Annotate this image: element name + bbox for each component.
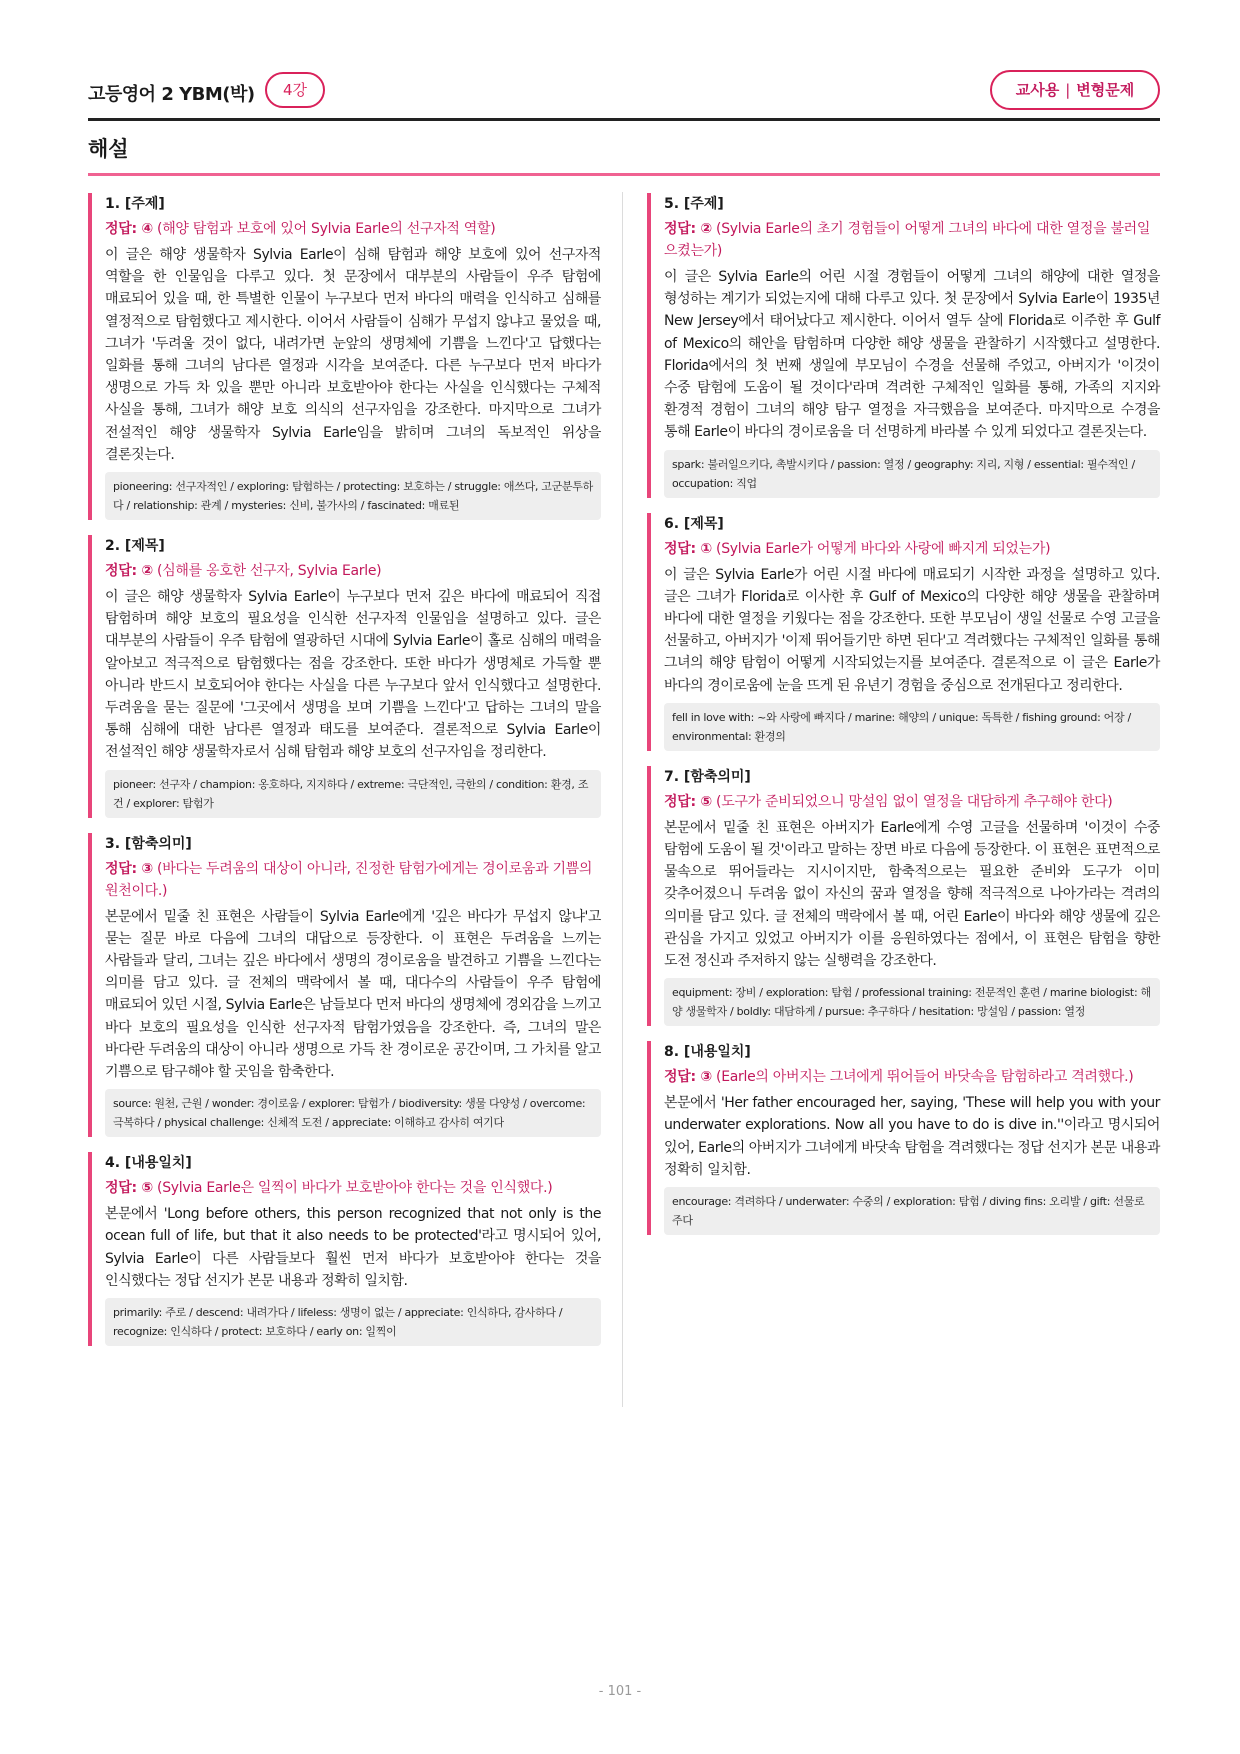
explanation-body: 이 글은 Sylvia Earle의 어린 시절 경험들이 어떻게 그녀의 해양에 대한 열정을 형성하는 계기가 되었는지에 대해 다루고 있다. 첫 문장에서 Sylvia Earle이 1935년 New Jersey에서 태어났다고 제시한다. 이어서 열두 살에 Florida로 이주한 후 Gulf of Mexico의 해안을 탐험하며 다양한 해양 생물을 관찰하기 시작했다고 설명한다. Florida에서의 첫 번째 생일에 부모님이 수경을 선물해 주었고, 아버지가 '이것이 수중 탐험에 도움이 될 것이다'라며 격려한 구체적인 일화를 통해, 가족의 지지와 환경적 경험이 그녀의 해양 탐구 열정을 자극했음을 보여준다. 마지막으로 수경을 통해 Earle이 바다의 경이로움을 더 선명하게 바라볼 수 있게 되었다고 결론짓는다.: [664, 269, 1160, 441]
answer-line: [105, 1177, 601, 1199]
question-heading: 8. [내용일치]: [664, 1044, 751, 1061]
answer-label: 정답: ⑤: [105, 1180, 153, 1197]
question-explanation: [88, 1152, 601, 1346]
vocabulary-box: primarily: 주로 / descend: 내려가다 / lifeless: 생명이 없는 / appreciate: 인식하다, 감사하다 / recognize: 인식하다 / protect: 보호하다 / early on: 일찍이: [105, 1298, 601, 1346]
right-column: [647, 193, 1160, 1250]
answer-text: (Sylvia Earle의 초기 경험들이 어떻게 그녀의 바다에 대한 열정을 불러일으켰는가): [664, 221, 1151, 259]
question-explanation: [88, 833, 601, 1138]
header-rule: [88, 118, 1160, 121]
vocabulary-box: encourage: 격려하다 / underwater: 수중의 / exploration: 탐험 / diving fins: 오리발 / gift: 선물로 주다: [664, 1187, 1160, 1235]
answer-text: (Sylvia Earle은 일찍이 바다가 보호받아야 한다는 것을 인식했다.): [157, 1180, 553, 1197]
explanation-body: 본문에서 밑줄 친 표현은 사람들이 Sylvia Earle에게 '깊은 바다가 무섭지 않냐'고 묻는 질문 바로 다음에 그녀의 대답으로 등장한다. 이 표현은 두려움을 느끼는 사람들과 달리, 그녀는 깊은 바다에서 생명의 경이로움을 발견하고 기쁨을 느낀다는 의미를 담고 있다. 글 전체의 맥락에서 볼 때, 대다수의 사람들이 우주 탐험에 매료되어 있던 시절, Sylvia Earle은 남들보다 먼저 바다의 생명체에 경외감을 느끼고 바다 보호의 필요성을 인식한 선구자적 탐험가였음을 강조한다. 즉, 그녀의 말은 바다란 두려움의 대상이 아니라 생명으로 가득 찬 경이로운 공간이며, 그 가치를 알고 기쁨으로 탐구해야 할 곳임을 함축한다.: [105, 908, 601, 1081]
question-explanation: [88, 193, 601, 520]
vocabulary-box: pioneer: 선구자 / champion: 옹호하다, 지지하다 / extreme: 극단적인, 극한의 / condition: 환경, 조건 / explorer: 탐험가: [105, 770, 601, 818]
unit-badge: 4강: [265, 72, 325, 108]
answer-text: (도구가 준비되었으니 망설임 없이 열정을 대담하게 추구해야 한다): [716, 793, 1113, 810]
question-heading: 1. [주제]: [105, 196, 165, 212]
section-title: 해설: [88, 137, 129, 161]
vocabulary-box: source: 원천, 근원 / wonder: 경이로움 / explorer: 탐험가 / biodiversity: 생물 다양성 / overcome: 극복하다 / physical challenge: 신체적 도전 / appreciate: 이해하고 감사히 여기다: [105, 1089, 601, 1137]
explanation-body: 본문에서 'Her father encouraged her, saying, 'These will help you with your underwater explorations. Now all you have to do is dive in.''이라고 명시되어 있어, Earle의 아버지가 그녀에게 바닷속 탐험을 격려했다는 정답 선지가 본문 내용과 정확히 일치함.: [664, 1095, 1160, 1178]
question-heading: 6. [제목]: [664, 515, 724, 532]
page-header: [88, 72, 1160, 112]
badge-separator: |: [1065, 81, 1071, 99]
question-heading: 7. [함축의미]: [664, 768, 751, 785]
question-explanation: [88, 535, 601, 818]
answer-label: 정답: ③: [664, 1069, 712, 1086]
answer-text: (Earle의 아버지는 그녀에게 뛰어들어 바닷속을 탐험하라고 격려했다.): [716, 1069, 1134, 1086]
answer-label: 정답: ②: [105, 563, 153, 580]
teacher-edition-label: 교사용: [1015, 81, 1060, 99]
answer-line: [664, 791, 1160, 813]
section-rule: [88, 173, 1160, 176]
answer-line: [664, 1066, 1160, 1088]
explanation-body: 이 글은 Sylvia Earle가 어린 시절 바다에 매료되기 시작한 과정을 설명하고 있다. 글은 그녀가 Florida로 이사한 후 Gulf of Mexico의 다양한 해양 생물을 관찰하며 바다에 대한 열정을 키웠다는 점을 강조한다. 또한 부모님이 생일 선물로 수영 고글을 선물하고, 아버지가 '이제 뛰어들기만 하면 된다'고 격려했다는 구체적인 일화를 통해 그녀의 해양 탐험이 어떻게 시작되었는지를 보여준다. 결론적으로 이 글은 Earle가 바다의 경이로움에 눈을 뜨게 된 유년기 경험을 중심으로 전개된다고 정리한다.: [664, 566, 1160, 694]
answer-label: 정답: ④: [105, 221, 153, 237]
column-divider: [622, 192, 623, 1407]
question-explanation: [647, 766, 1160, 1026]
question-explanation: [647, 1041, 1160, 1235]
left-column: [88, 193, 601, 1361]
question-heading: 4. [내용일치]: [105, 1155, 192, 1172]
answer-line: [105, 858, 601, 902]
vocabulary-box: equipment: 장비 / exploration: 탐험 / professional training: 전문적인 훈련 / marine biologist: 해양 생물학자 / boldly: 대담하게 / pursue: 추구하다 / hesitation: 망설임 / passion: 열정: [664, 978, 1160, 1026]
answer-label: 정답: ②: [664, 221, 712, 237]
edition-type-badge: [990, 70, 1160, 110]
explanation-body: 이 글은 해양 생물학자 Sylvia Earle이 심해 탐험과 해양 보호에 있어 선구자적 역할을 한 인물임을 다루고 있다. 첫 문장에서 대부분의 사람들이 우주 탐험에 매료되어 있을 때, 한 특별한 인물이 누구보다 먼저 바다의 매력을 인식하고 심해를 열정적으로 탐험했다고 제시한다. 이어서 사람들이 심해가 무섭지 않냐고 물었을 때, 그녀가 '두려울 것이 없다, 내려가면 눈앞의 생명체에 기쁨을 느낀다'고 답했다는 일화를 통해 그녀의 남다른 열정과 시각을 보여준다. 다른 누구보다 먼저 바다가 생명으로 가득 차 있을 뿐만 아니라 보호받아야 한다는 사실을 인식했다는 구체적 사실을 통해, 그녀가 해양 보호 의식의 선구자임을 강조한다. 마지막으로 그녀가 전설적인 해양 생물학자 Sylvia Earle임을 밝히며 그녀의 독보적인 위상을 결론짓는다.: [105, 247, 601, 463]
answer-line: [105, 560, 601, 582]
book-title: 고등영어 2 YBM(박): [88, 84, 255, 105]
vocabulary-box: spark: 불러일으키다, 촉발시키다 / passion: 열정 / geography: 지리, 지형 / essential: 필수적인 / occupation: 직업: [664, 450, 1160, 498]
question-explanation: [647, 513, 1160, 751]
answer-line: [105, 218, 601, 240]
answer-text: (심해를 옹호한 선구자, Sylvia Earle): [157, 563, 382, 580]
explanation-body: 본문에서 'Long before others, this person recognized that not only is the ocean full of life, but that it also needs to be protected'라고 명시되어 있어, Sylvia Earle이 다른 사람들보다 훨씬 먼저 바다가 보호받아야 한다는 것을 인식했다는 정답 선지가 본문 내용과 정확히 일치함.: [105, 1206, 601, 1289]
vocabulary-box: pioneering: 선구자적인 / exploring: 탐험하는 / protecting: 보호하는 / struggle: 애쓰다, 고군분투하다 / relationship: 관계 / mysteries: 신비, 불가사의 / fascinated: 매료된: [105, 472, 601, 520]
explanation-body: 이 글은 해양 생물학자 Sylvia Earle이 누구보다 먼저 깊은 바다에 매료되어 직접 탐험하며 해양 보호의 필요성을 인식한 선구자적 인물임을 설명하고 있다. 글은 대부분의 사람들이 우주 탐험에 열광하던 시대에 Sylvia Earle이 홀로 심해의 매력을 알아보고 적극적으로 탐험했다는 점을 강조한다. 또한 바다가 생명체로 가득할 뿐 아니라 반드시 보호되어야 한다는 사실을 다른 누구보다 앞서 인식했다고 설명한다. 두려움을 묻는 질문에 '그곳에서 생명을 보며 기쁨을 느낀다'고 답하는 그녀의 말을 통해 심해에 대한 남다른 열정과 태도를 보여준다. 결론적으로 Sylvia Earle이 전설적인 해양 생물학자로서 심해 탐험과 해양 보호의 선구자임을 정리한다.: [105, 589, 601, 761]
question-explanation: [647, 193, 1160, 498]
answer-text: (바다는 두려움의 대상이 아니라, 진정한 탐험가에게는 경이로움과 기쁨의 원천이다.): [105, 860, 593, 899]
question-heading: 2. [제목]: [105, 538, 165, 555]
answer-text: (Sylvia Earle가 어떻게 바다와 사랑에 빠지게 되었는가): [716, 540, 1051, 557]
answer-label: 정답: ⑤: [664, 793, 712, 810]
answer-line: [664, 538, 1160, 560]
answer-line: [664, 218, 1160, 262]
answer-label: 정답: ①: [664, 540, 712, 557]
answer-label: 정답: ③: [105, 860, 153, 877]
explanation-body: 본문에서 밑줄 친 표현은 아버지가 Earle에게 수영 고글을 선물하며 '이것이 수중 탐험에 도움이 될 것'이라고 말하는 장면 바로 다음에 등장한다. 이 표현은 표면적으로 물속으로 뛰어들라는 지시이지만, 함축적으로는 필요한 준비와 도구가 이미 갖추어졌으니 두려움 없이 자신의 꿈과 열정을 향해 적극적으로 나아가라는 격려의 의미를 담고 있다. 글 전체의 맥락에서 볼 때, 어린 Earle이 바다와 해양 생물에 깊은 관심을 가지고 있었고 아버지가 이를 응원하였다는 점에서, 이 표현은 탐험을 향한 도전 정신과 주저하지 않는 실행력을 강조한다.: [664, 819, 1160, 970]
variant-questions-label: 변형문제: [1076, 81, 1135, 99]
vocabulary-box: fell in love with: ~와 사랑에 빠지다 / marine: 해양의 / unique: 독특한 / fishing ground: 어장 / environmental: 환경의: [664, 703, 1160, 751]
question-heading: 5. [주제]: [664, 196, 724, 212]
answer-text: (해양 탐험과 보호에 있어 Sylvia Earle의 선구자적 역할): [157, 221, 496, 237]
page-number: - 101 -: [598, 1684, 642, 1699]
question-heading: 3. [함축의미]: [105, 835, 192, 852]
